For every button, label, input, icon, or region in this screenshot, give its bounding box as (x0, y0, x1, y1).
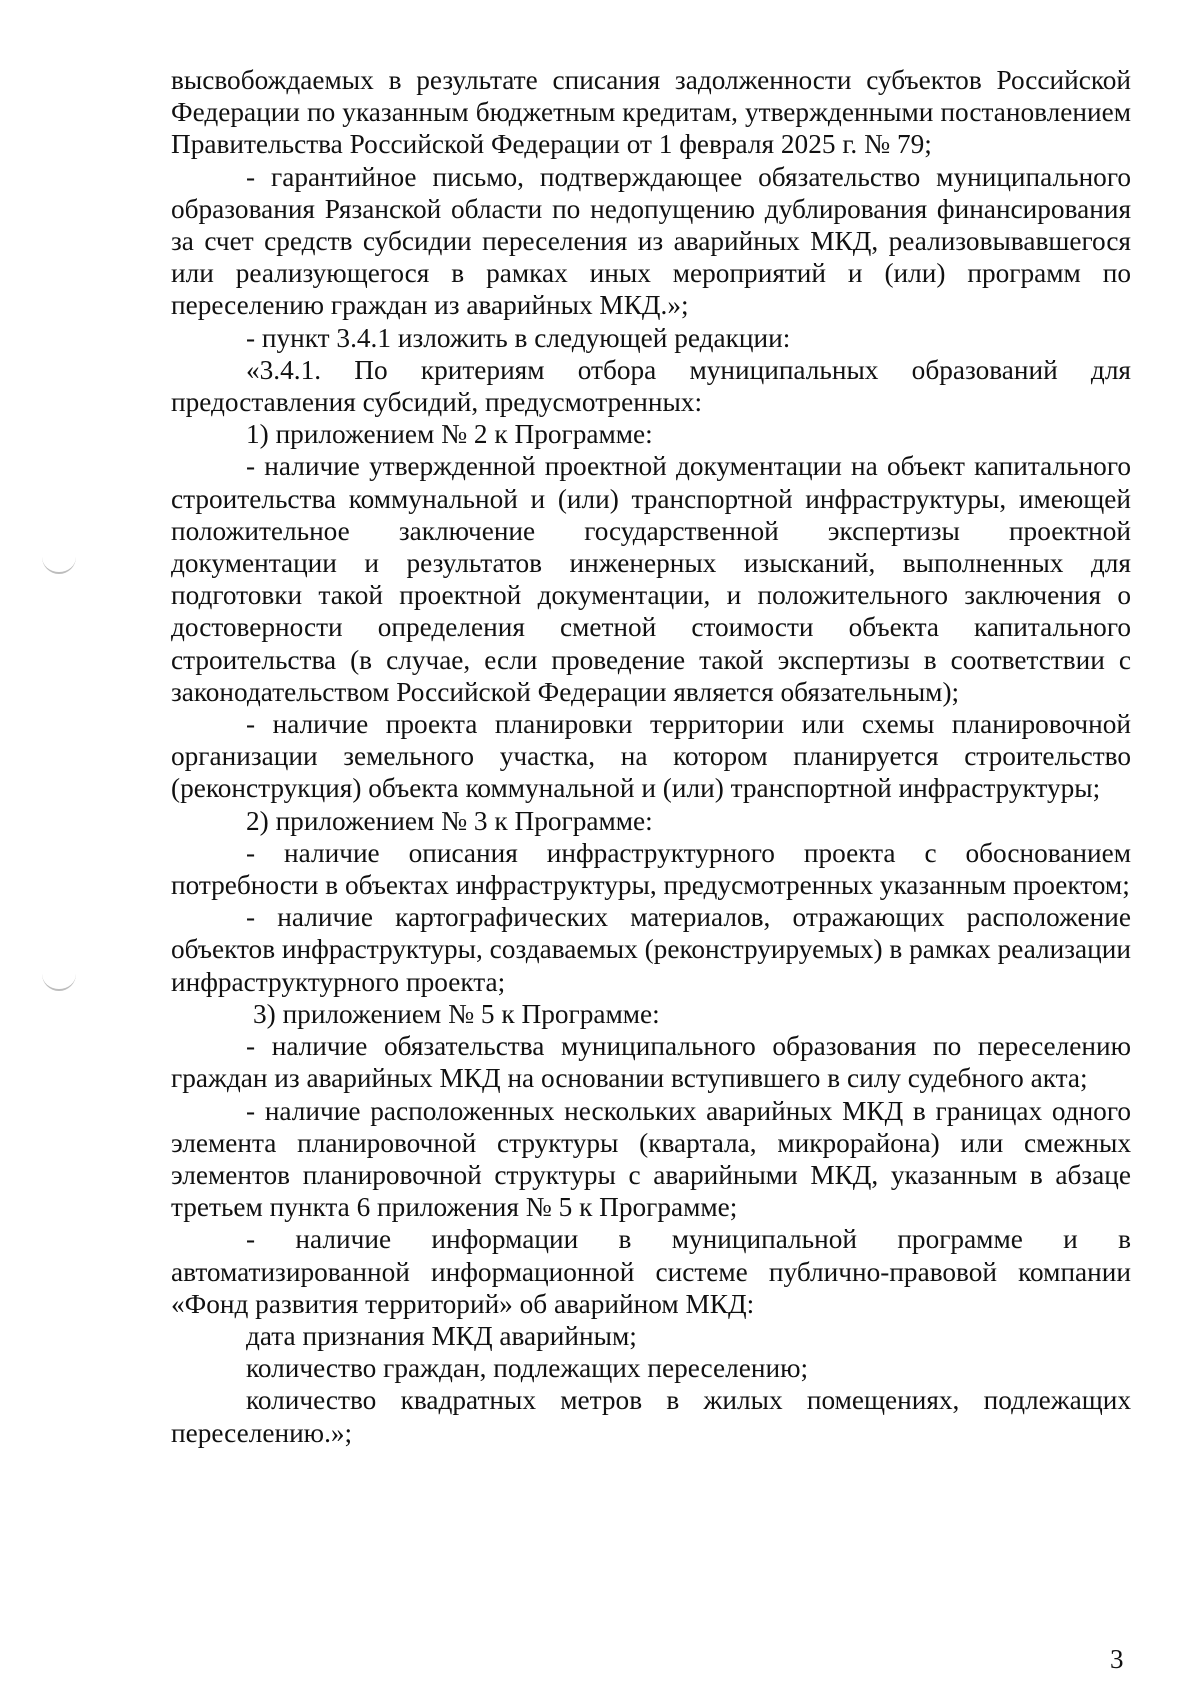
paragraph: - наличие проекта планировки территории или схемы планировочной организации земельного участка, на котором планируется строительство (реконструкция) объекта коммунальной и (или) транспортной инфраструктуры; (171, 709, 1131, 804)
page-number: 3 (1110, 1644, 1124, 1674)
document-body (171, 64, 1131, 1449)
paragraph: количество квадратных метров в жилых помещениях, подлежащих переселению.»; (171, 1385, 1131, 1448)
paragraph: 2) приложением № 3 к Программе: (246, 805, 653, 836)
punch-hole-mark (42, 973, 76, 991)
paragraph: высвобождаемых в результате списания задолженности субъектов Российской Федерации по указанным бюджетным кредитам, утвержденными постановлением Правительства Российской Федерации от 1 февраля 2025 г. № 79; (171, 65, 1131, 160)
paragraph: 3) приложением № 5 к Программе: (253, 998, 660, 1029)
paragraph: 1) приложением № 2 к Программе: (246, 419, 653, 450)
paragraph: - наличие картографических материалов, отражающих расположение объектов инфраструктуры, создаваемых (реконструируемых) в рамках реализации инфраструктурного проекта; (171, 902, 1131, 997)
paragraph: - гарантийное письмо, подтверждающее обязательство муниципального образования Рязанской области по недопущению дублирования финансирования за счет средств субсидии переселения из аварийных МКД, реализовывавшегося или реализующегося в рамках иных мероприятий и (или) программ по переселению граждан из аварийных МКД.»; (171, 161, 1131, 321)
paragraph: - наличие утвержденной проектной документации на объект капитального строительства коммунальной и (или) транспортной инфраструктуры, имеющей положительное заключение государственной экспертизы проектной документации и результатов инженерных изысканий, выполненных для подготовки такой проектной документации, и положительного заключения о достоверности определения сметной стоимости объекта капитального строительства (в случае, если проведение такой экспертизы в соответствии с законодательством Российской Федерации является обязательным); (171, 451, 1131, 707)
paragraph: «3.4.1. По критериям отбора муниципальных образований для предоставления субсидий, предусмотренных: (171, 354, 1131, 418)
paragraph: количество граждан, подлежащих переселению; (246, 1353, 809, 1384)
punch-hole-mark (42, 556, 76, 574)
paragraph: - пункт 3.4.1 изложить в следующей редакции: (246, 322, 791, 353)
paragraph: дата признания МКД аварийным; (246, 1320, 637, 1351)
paragraph: - наличие обязательства муниципального образования по переселению граждан из аварийных МКД на основании вступившего в силу судебного акта; (171, 1031, 1131, 1094)
paragraph: - наличие описания инфраструктурного проекта с обоснованием потребности в объектах инфраструктуры, предусмотренных указанным проектом; (171, 837, 1131, 901)
paragraph: - наличие расположенных нескольких аварийных МКД в границах одного элемента планировочной структуры (квартала, микрорайона) или смежных элементов планировочной структуры с аварийными МКД, указанным в абзаце третьем пункта 6 приложения № 5 к Программе; (171, 1095, 1131, 1223)
paragraph: - наличие информации в муниципальной программе и в автоматизированной информационной системе публично-правовой компании «Фонд развития территорий» об аварийном МКД: (171, 1224, 1131, 1319)
